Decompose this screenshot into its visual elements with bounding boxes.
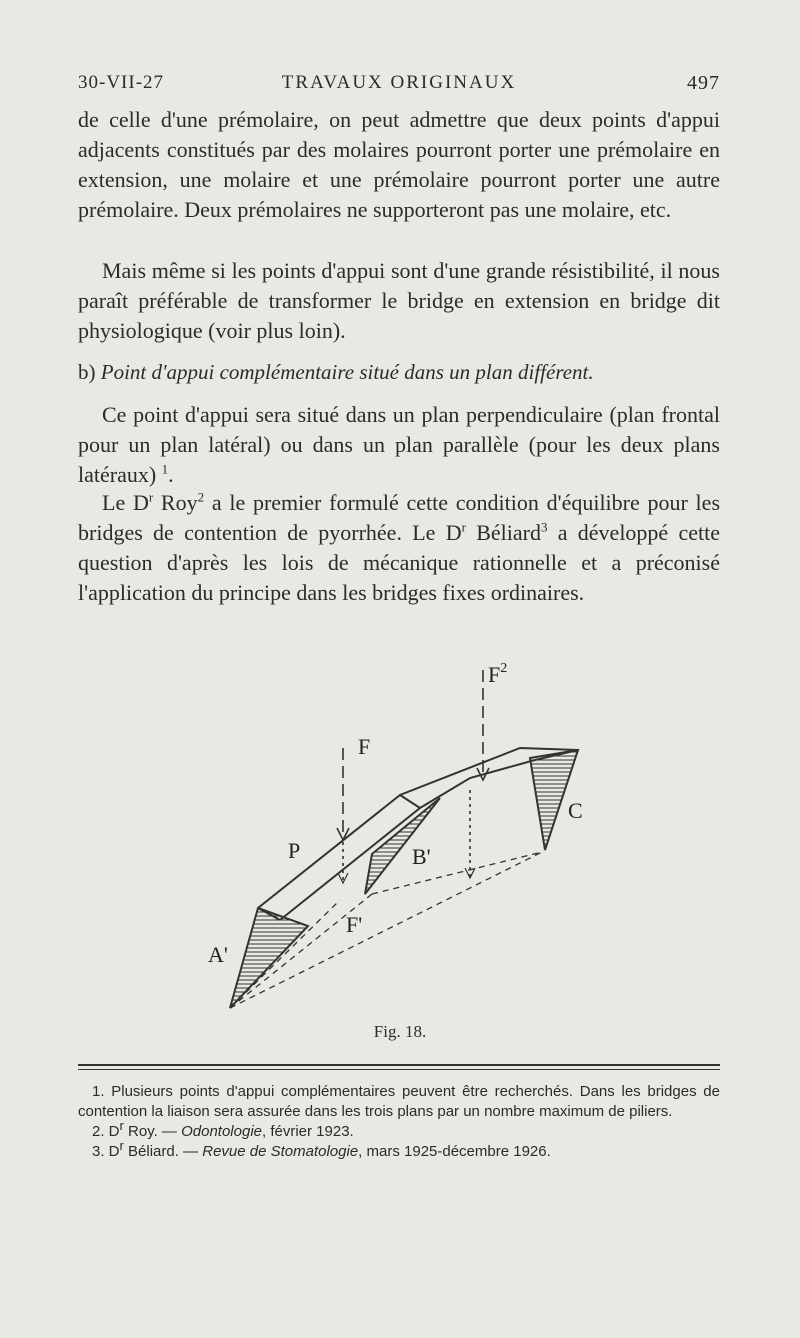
footnote-1: 1. Plusieurs points d'appui complémentaires peuvent être recherchés. Dans les bridges de contention la liaison sera assurée dans les trois plans par un nombre maximum de piliers. [78, 1083, 720, 1120]
paragraph-4-sup-a: r [148, 489, 154, 505]
footnotes [78, 1082, 720, 1162]
footnote-ref-3[interactable]: 3 [540, 519, 548, 535]
label-f2: $F^2$ [488, 661, 508, 687]
paragraph-1-text: de celle d'une prémolaire, on peut admettre que deux points d'appui adjacents constitués par des molaires pourront porter une prémolaire en extension, une molaire et une prémolaire pourront porter une autre prémolaire. Deux prémolaires ne supporteront pas une molaire, etc. [78, 107, 720, 222]
paragraph-4-part-b: Roy [153, 490, 198, 515]
paragraph-3-text: Ce point d'appui sera situé dans un plan perpendiculaire (plan frontal pour un plan latéral) ou dans un plan parallèle (pour les deux plans latéraux) [78, 402, 720, 487]
label-p: P [288, 838, 301, 863]
subheading-title: Point d'appui complémentaire situé dans un plan différent. [100, 360, 594, 384]
force-f2-arrow [465, 670, 489, 878]
paragraph-2-text: Mais même si les points d'appui sont d'une grande résistibilité, il nous paraît préférable de transformer le bridge en extension en bridge dit physiologique (voir plus loin). [78, 258, 720, 343]
paragraph-4-part-e: a développé cette question d'après les lois de mécanique rationnelle et a préconisé l'application du principe dans les bridges fixes ordinaires. [78, 520, 720, 605]
figure-caption: Fig. 18. [373, 1022, 427, 1041]
footnote-rule-top [78, 1064, 720, 1066]
paragraph-4-sup-c: r [461, 519, 466, 535]
section-subheading [78, 358, 720, 386]
footnote-ref-2[interactable]: 2 [197, 489, 205, 505]
pillar-a-prime [230, 908, 308, 1008]
footnote-ref-1[interactable]: 1 [161, 461, 169, 477]
footnote-2: 2. $D^r$ Roy. — Odontologie, février 1923. [92, 1118, 354, 1140]
paragraph-1 [78, 105, 720, 225]
label-f: F [358, 734, 371, 759]
paragraph-4-part-a: Le D [102, 490, 149, 515]
subheading-marker: b) [78, 360, 96, 384]
page-number: 497 [687, 72, 720, 94]
paragraph-2 [78, 256, 720, 346]
footnote-rule-bottom [78, 1069, 720, 1070]
paragraph-4-part-d: Béliard [465, 520, 541, 545]
paragraph-4-part-c: a le premier formulé cette condition d'équilibre pour les bridges de contention de pyorrhée. Le D [78, 490, 721, 545]
paragraph-4 [78, 488, 720, 608]
footnote-3: 3. $D^r$ Béliard. — Revue de Stomatologie, mars 1925-décembre 1926. [92, 1138, 551, 1160]
label-c: C [568, 798, 583, 823]
running-header [78, 72, 720, 100]
bridge-beam-top [258, 748, 578, 908]
label-a-prime: A' [208, 942, 228, 967]
paragraph-3-end: . [168, 462, 174, 487]
label-f-prime: F' [346, 912, 363, 937]
footnote-2-journal: Odontologie [181, 1123, 262, 1140]
paragraph-3 [78, 400, 720, 490]
force-f-arrow [337, 748, 349, 883]
header-date: 30-VII-27 [78, 72, 165, 93]
label-b-prime: B' [412, 844, 431, 869]
footnote-3-journal: Revue de Stomatologie [202, 1143, 359, 1160]
bridge-diagram [190, 650, 640, 1020]
figure-18 [190, 650, 640, 1020]
header-section-title: TRAVAUX ORIGINAUX [281, 72, 517, 93]
